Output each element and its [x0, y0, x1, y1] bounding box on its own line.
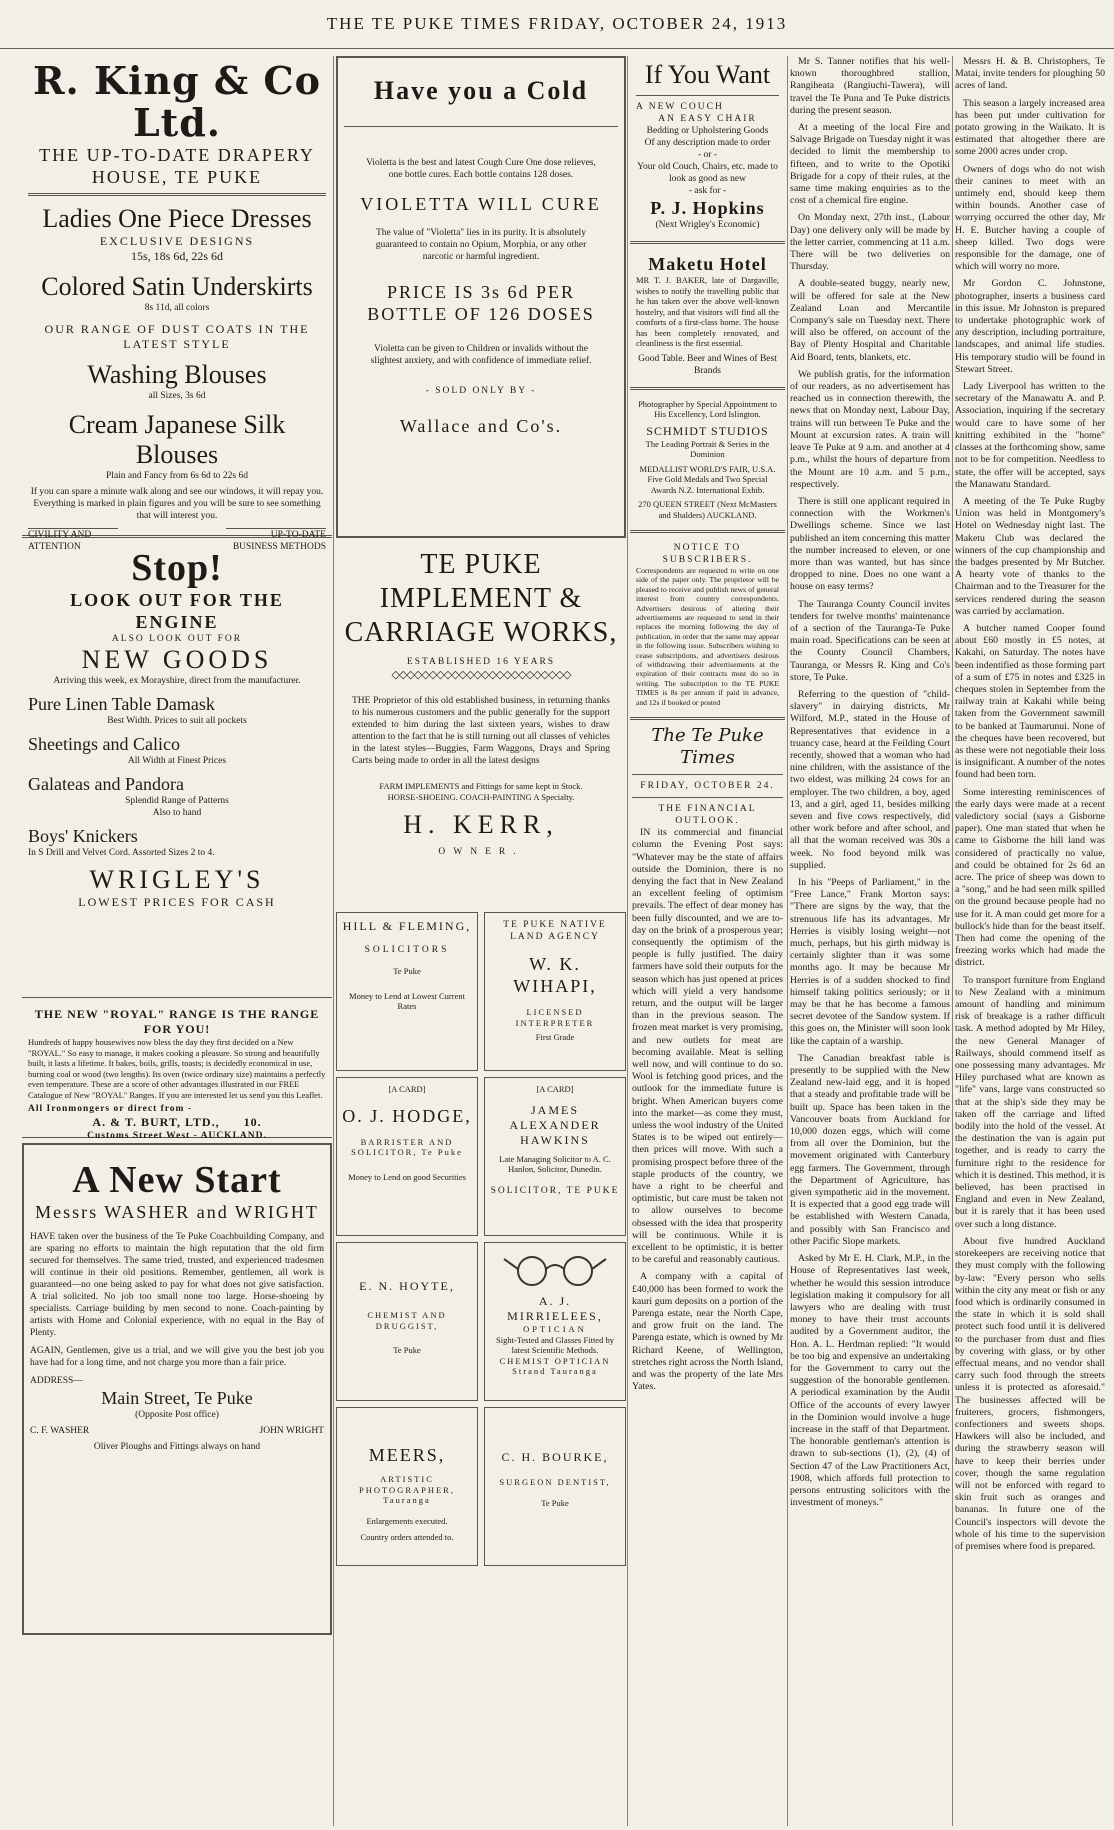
- card-note: CHEMIST OPTICIAN Strand Tauranga: [499, 1355, 611, 1376]
- card-top: [A CARD]: [536, 1084, 574, 1094]
- news-paragraph: A double-seated buggy, nearly new, will be offered for sale at the New Zealand Loan and Mercantile Company's sale on Tuesday next. There will also be offered, on account of the Bay of Plenty Hospital and Charitable Aid Board, tents, blankets, etc.: [790, 278, 950, 363]
- news-paragraph: A butcher named Cooper found about £60 mostly in £5 notes, at Kakahi, on Saturday. The notes have been indentified as those forming part of a sum of £75 in notes and £325 in cheques stolen in September from the railway train at Kakahi while being taken from the Government sawmill to be banked at Taumarunui. None of the cheques have been recovered, but as these were not negotiable their loss is insignificant. A number of the notes found had been torn.: [955, 622, 1105, 781]
- paper-date: FRIDAY, OCTOBER 24.: [640, 781, 775, 792]
- range-headline: THE NEW "ROYAL" RANGE IS THE RANGE FOR YOU!: [34, 1007, 320, 1036]
- column-rule: [952, 56, 953, 1826]
- column-2: [336, 56, 626, 1826]
- newstart-name1: C. F. WASHER: [30, 1426, 90, 1436]
- card-place: Te Puke: [393, 966, 421, 976]
- king-right-tag: UP-TO-DATE BUSINESS METHODS: [226, 528, 326, 553]
- card-role: CHEMIST AND DRUGGIST,: [367, 1310, 447, 1331]
- king-item4: Washing Blouses: [87, 360, 267, 389]
- implement-title: TE PUKE IMPLEMENT & CARRIAGE WORKS,: [344, 549, 618, 648]
- wrigley-name: WRIGLEY'S: [89, 865, 265, 894]
- news-paragraph: Referring to the question of "child-slavery" in dairying districts, Mr Wilford, M.P., stated in the House of Representatives that evidence in a truancy case, heard at the Feilding Court recently, showed that a woman who had nine children, with the assistance of the two eldest, was milking 24 cows for an employer. The two children, a boy, aged 13, and a girl, aged 11, besides milking seven and five cows respectively, did other work before and after school, and all that the woman received was 30s a week. No food beyond milk was supplied.: [790, 688, 950, 871]
- card-hodge: [336, 1077, 478, 1236]
- hotel-title: Maketu Hotel: [648, 254, 767, 274]
- column-1: [22, 56, 332, 1826]
- paper-section: THE FINANCIAL OUTLOOK.: [658, 804, 757, 827]
- schmidt-medal: MEDALLIST WORLD'S FAIR, U.S.A. Five Gold Medals and Two Special Awards N.Z. International Exhib.: [639, 463, 776, 495]
- news-paragraph: Mr S. Tanner notifies that his well-known thoroughbred stallion, Rangiheata (Rangiuchi-Tawera), will travel the Te Puna and Te Puke districts during the present season.: [790, 56, 950, 116]
- want-or: - or -: [698, 150, 717, 160]
- card-meers: [336, 1407, 478, 1566]
- card-role: ARTISTIC PHOTOGRAPHER, Tauranga: [359, 1474, 455, 1505]
- want-line1: A NEW COUCH: [636, 102, 724, 112]
- cold-slogan: VIOLETTA WILL CURE: [360, 194, 602, 214]
- schmidt-address: 270 QUEEN STREET (Next McMasters and Shalders) AUCKLAND.: [638, 499, 777, 520]
- news-paragraph: In his "Peeps of Parliament," in the "Free Lance," Frank Morton says: "There are signs by the way, that the strenuous life has its advantages. Mr Herries is visibly losing weight—not much, perhaps, but his girth midway is certainly slighter than it was some months ago. It may be because Mr Herries is of a sudden shocked to find himself taking politics seriously; or it may be that he has become a famous secret devotee of the Sandow system. If this goes on, the Minister will soon look like the captain of a warship.: [790, 877, 950, 1047]
- card-note: Money to Lend at Lowest Current Rates: [349, 990, 465, 1011]
- implement-owner: H. KERR,: [403, 810, 559, 839]
- range-number: 10.: [243, 1115, 262, 1129]
- newstart-again: AGAIN, Gentlemen, give us a trial, and we will give you the best job you have had for a long time, and not charge you more than a fair price.: [30, 1346, 324, 1368]
- card-hoyte: [336, 1242, 478, 1401]
- newstart-footer: Oliver Ploughs and Fittings always on hand: [93, 1442, 261, 1452]
- cold-price: PRICE IS 3s 6d PER BOTTLE OF 126 DOSES: [367, 282, 595, 324]
- card-role: SURGEON DENTIST,: [499, 1477, 611, 1487]
- want-line4: Of any description made to order: [644, 138, 771, 148]
- notice-title: NOTICE TO SUBSCRIBERS.: [662, 543, 753, 565]
- card-note: SOLICITOR, TE PUKE: [490, 1185, 620, 1196]
- card-role: SOLICITORS: [364, 945, 450, 955]
- news-paragraph: Owners of dogs who do not wish their canines to meet with an untimely end, should keep them within bounds. Another case of worrying occurred the other day, Mr H. E. Butcher having a couple of sheep killed. Two dogs were responsible for the damage, one of which will worry no more.: [955, 163, 1105, 273]
- news-paragraph: Messrs H. & B. Christophers, Te Matai, invite tenders for ploughing 50 acres of land.: [955, 56, 1105, 92]
- hotel-body: MR T. J. BAKER, late of Dargaville, wishes to notify the travelling public that he has taken over the above well-known hostelry, and that visitors will find all the comforts of a first-class home. The house has been completely renovated, and cleanliness is the first essential.: [636, 275, 779, 348]
- king-item3: OUR RANGE OF DUST COATS IN THE LATEST STYLE: [44, 322, 310, 351]
- news-paragraph: Mr Gordon C. Johnstone, photographer, inserts a business card in this issue. Mr Johnston is prepared to undertake photographic work of any description, including portraiture, landscapes, and animal life studies. His temporary studio will be found in Stewart Street.: [955, 278, 1105, 375]
- news-paragraph: Asked by Mr E. H. Clark, M.P., in the House of Representatives last week, whether he would this session introduce legislation making it compulsory for all lawyers who are dealing with trust money to have their trust accounts audited by a Government auditor, the Hon. A. L. Herdman replied: "It would be too big and expensive an undertaking for the Government to carry out the suggestion of the honorable gentlemen. A periodical examination by the Audit Office of the accounts of every lawyer in the Dominion would involve a huge increase in the staff of that Department. The honorable gentleman's attention is drawn to sub-sections (1), (2), (4) of Section 47 of the Law Practitioners Act, 1908, which affords full protection to persons entrusting solicitors with the investment of moneys.": [790, 1253, 950, 1509]
- king-note: If you can spare a minute walk along and see our windows, it will repay you. Everything is marked in plain figures and you will be sure to see something that will interest you.: [30, 487, 324, 521]
- card-top: E. N. HOYTE,: [359, 1279, 455, 1293]
- card-grid: [336, 912, 626, 1566]
- paper-body2: A company with a capital of £40,000 has been formed to work the kauri gum deposits on a portion of the Parenga estate, near the North Cape, and grow fruit on the land. The Parenga estate, which is owned by Mr Richard Keene, of Wellington, stretches right across the North Island, and was the property of the late Mrs Yates.: [632, 1271, 783, 1393]
- notice-body: Correspondents are requested to write on one side of the paper only. The proprietor will be pleased to receive and publish news of general interest from country correspondents. Advertisers desirous of altering their advertisements are requested to send in their replaces the morning following the day of publication, in order that the same may appear in the following issue. Subscribers wishing to cease subscriptions, and advertisers desirous of withdrawing their advertisements at the expiration of their contracts must do so in writing. The subscription to the TE PUKE TIMES is 8s per annum if paid in advance, and 12s if booked or posted: [636, 566, 779, 707]
- king-ad: [22, 56, 332, 552]
- card-place: Te Puke: [393, 1345, 421, 1355]
- wrigley-arriving: Arriving this week, ex Morayshire, direct from the manufacturer.: [53, 676, 301, 686]
- king-item2: Colored Satin Underskirts: [41, 272, 313, 301]
- news-paragraph: At a meeting of the local Fire and Salvage Brigade on Tuesday night it was decided to limit the membership to fifteen, and to write to the Opotiki Brigade for a copy of their rules, at the same time making enquiries as to the cost of a chemical fire engine.: [790, 122, 951, 207]
- wrigley-l4-sub: In S Drill and Velvet Cord. Assorted Sizes 2 to 4.: [28, 848, 215, 858]
- schmidt-name: SCHMIDT STUDIOS: [646, 423, 769, 438]
- king-item1-sub: EXCLUSIVE DESIGNS: [99, 234, 255, 248]
- card-place: BARRISTER AND SOLICITOR, Te Puke: [351, 1136, 463, 1157]
- news-paragraph: A meeting of the Te Puke Rugby Union was held in Montgomery's Hotel on Wednesday night last. The Maketu Club was declared the winners of the cup championship and the badges presented by Mr Butcher. A hearty vote of thanks to the Chairman and to the Treasurer for the services rendered during the season was carried by acclamation.: [955, 495, 1105, 617]
- king-left-tag: CIVILITY AND ATTENTION: [28, 528, 118, 553]
- news-paragraph: Some interesting reminiscences of the early days were made at a recent valedictory social (says a Gisborne paper). One man stated that when he came to Gisborne the hill land was considered of practically no value, and could be obtained for 2s 6d an acre. The price of sheep was down to a "song," and he had seen milk spilled on the ground because people had no use for it. A man could get more for a bullock's hide than for the beast itself. Then had come the opening of the freezing works which had made the district.: [955, 786, 1105, 969]
- card-place: Sight-Tested and Glasses Fitted by latest Scientific Methods.: [496, 1334, 614, 1355]
- card-place: Late Managing Solicitor to A. C. Hanlon, Solicitor, Dunedin.: [499, 1153, 611, 1174]
- range-ad: [22, 1003, 332, 1141]
- news-paragraph: The Tauranga County Council invites tenders for twelve months' maintenance of a section of the Tauranga-Te Puke main road. Specifications can be seen at the County Council Chambers, Tauranga, or Messrs R. King and Co's store, Te Puke.: [790, 598, 950, 683]
- newstart-opposite: (Opposite Post office): [135, 1410, 219, 1420]
- king-name: R. King & Co Ltd.: [32, 58, 322, 145]
- wrigley-also: ALSO LOOK OUT FOR: [111, 634, 243, 644]
- card-top: TE PUKE NATIVE LAND AGENCY: [503, 920, 607, 942]
- card-note: Country orders attended to.: [360, 1532, 454, 1542]
- hotel-table: Good Table. Beer and Wines of Best Brands: [638, 353, 777, 376]
- news-paragraph: The Canadian breakfast table is presently to be supplied with the New Zealand new-laid egg, and it is hoped that a steady and profitable trade will be built up. Space has been taken in the Vancouver boats from Auckland for 10,000 dozen eggs, which will come from all over the Dominion, but the movement originated with Canterbury egg farmers. The Government, through the Department of Agriculture, has given sympathetic aid in the movement. It is expected that a good egg trade will be established with Western Canada, and possibly with San Francisco and other Pacific Slope markets.: [790, 1052, 950, 1247]
- range-dealers: All Ironmongers or direct from -: [28, 1104, 193, 1114]
- card-top: C. H. BOURKE,: [501, 1450, 609, 1464]
- implement-implements: FARM IMPLEMENTS and Fittings for same kept in Stock. HORSE-SHOEING. COACH-PAINTING A Specialty.: [379, 781, 583, 802]
- implement-est: ESTABLISHED 16 YEARS: [406, 657, 556, 667]
- cold-intro: Violetta is the best and latest Cough Cure One dose relieves, one bottle cures. Each bottle contains 128 doses.: [366, 158, 596, 180]
- wrigley-l1: Pure Linen Table Damask: [28, 694, 215, 714]
- want-title: If You Want: [644, 60, 771, 89]
- card-top: HILL & FLEMING,: [342, 919, 472, 933]
- schmidt-appt: Photographer by Special Appointment to His Excellency, Lord Islington.: [638, 398, 777, 419]
- king-item4-sub: all Sizes, 3s 6d: [148, 391, 206, 401]
- notice-block: [630, 538, 785, 711]
- wrigley-l3-sub: Splendid Range of Patterns: [125, 796, 229, 806]
- card-role: W. K. WIHAPI,: [513, 954, 597, 996]
- wrigley-new-goods: NEW GOODS: [81, 645, 273, 674]
- paper-body: IN its commercial and financial column the Evening Post says: "Whatever may be the state of affairs outside the Dominion, there is no denying the fact that in New Zealand an excellent feeling of optimism prevails. The effect of dear money has been fully discounted, and we are to-day on the brink of a prosperous year; consequently the optimism of the people is fully justified. The dairy farmers have sold their outputs for the season which has just opened at prices which will yield a very handsome return, and the output will be larger than in the previous season. The frozen meat market is very promising, and new outlets for meat are becoming available. Meat is selling well now, and will continue to do so. Wool is fetching good prices, and the outlook for the immediate future is bright. When American buyers come into the market—as come they must, unless the wool industry of the United States is to be wiped out entirely—then prices will move. With such a promising prospect before three of the staple products of the country, we have a right to be cheerful and optimistic, but care must be taken not to allow ourselves to become obsessed with the idea that prosperity will be continuous. While it is excellent to be optimistic, it is better to be careful and reasonably cautious.: [632, 827, 783, 1266]
- card-note: Money to Lend on good Securities: [348, 1171, 466, 1182]
- card-top: MEERS,: [368, 1445, 446, 1465]
- card-note: First Grade: [535, 1032, 575, 1042]
- wrigley-ad: [22, 543, 332, 991]
- card-place: Enlargements executed.: [366, 1515, 448, 1526]
- newstart-body: HAVE taken over the business of the Te Puke Coachbuilding Company, and are sparing no efforts to maintain the high reputation that the old firm secured for themselves. The same tried, trusted, and experienced tradesmen will continue in their old positions. Remember, gentlemen, all work is guaranteed—no one being asked to pay for what does not give satisfaction. A trial solicited. No job too small none too large. Horse-shoeing by specialists. Carriage building by men second to none. Coach-painting by artists with Home and Colonial experience, with no equal in the Bay of Plenty.: [30, 1232, 324, 1338]
- card-top: [A CARD]: [388, 1084, 426, 1094]
- news-paragraph: To transport furniture from England to New Zealand with a minimum amount of handling and minimum risk of breakage is a rather difficult task. A method adopted by Mr Hiley, the new General Manager of Railways, should commend itself as one possessing many advantages. Mr Hiley purchased what are known as "life" vans, large vans constructed so that at the ship's side they may be taken off the carriage and lifted bodily into the hold of the vessel. At the destination the van is again put together, and is ready to carry the furniture right to the residence for which it is destined. This method, it is believed, has been practised in England and even in New Zealand, but it is rarely that it has been used over such a long distance.: [955, 974, 1105, 1230]
- card-wihapi: [484, 912, 626, 1071]
- want-ad: [630, 56, 785, 235]
- wrigley-l3: Galateas and Pandora: [28, 774, 184, 794]
- column-5: [955, 56, 1105, 1826]
- card-place: Te Puke: [541, 1497, 569, 1508]
- range-firm: A. & T. BURT, LTD.,: [92, 1115, 220, 1129]
- news-paragraph: There is still one applicant required in connection with the Workmen's Dwellings scheme. Since we last published an item concerning this matter the number increased to eleven, or one more than was wanted, but has since dropped to nine. Does no one want a house on easy terms?: [790, 495, 950, 593]
- card-top: A. J. MIRRIELEES,: [507, 1294, 603, 1323]
- king-item1: Ladies One Piece Dresses: [42, 204, 312, 233]
- card-hill-fleming: [336, 912, 478, 1071]
- wrigley-l3-sub2: Also to hand: [152, 808, 202, 818]
- implement-owner-label: OWNER.: [438, 847, 524, 857]
- spectacles-icon: [500, 1249, 610, 1289]
- wrigley-stop: Stop!: [131, 547, 223, 589]
- card-bourke: [484, 1407, 626, 1566]
- implement-ad: [336, 544, 626, 892]
- card-role: O. J. HODGE,: [342, 1105, 472, 1126]
- want-name: P. J. Hopkins: [650, 198, 765, 218]
- newstart-name2: JOHN WRIGHT: [259, 1426, 324, 1436]
- newstart-firm: Messrs WASHER and WRIGHT: [35, 1202, 319, 1222]
- card-place: LICENSED INTERPRETER: [515, 1007, 595, 1028]
- want-ask: - ask for -: [688, 186, 727, 196]
- schmidt-ad: [630, 395, 785, 525]
- cold-headline: Have you a Cold: [373, 76, 589, 105]
- card-mirrielees: [484, 1242, 626, 1401]
- news-paragraph: On Monday next, 27th inst., (Labour Day) one delivery only will be made by the letter carrier, commencing at 11 a.m. There will be two deliveries on Thursday.: [790, 212, 950, 273]
- cold-seller: Wallace and Co's.: [399, 416, 563, 436]
- news-paragraph: About five hundred Auckland storekeepers are receiving notice that they must comply with the following by-law: "Every person who sells within the city any meat or fish or any food which is ordinarily consumed in the state in which it is sold shall protect such food until it is delivered to the purchaser from dust and flies by covering with glass, or by other effectual means, and no vendor shall carry such food through the streets unless it is protected as aforesaid." The businesses affected will be fruiterers, grocers, fishmongers, confectioners and sweets shops. Hawkers will also be included, and during the strawberry season will have to keep their berries under cover, though the same regulation will not be enforced with regard to skin fruit such as oranges and bananas. In future one of the Council's inspectors will devote the whole of his time to the supervision of premises where food is prepared.: [955, 1235, 1105, 1552]
- want-line2: AN EASY CHAIR: [658, 114, 757, 124]
- cold-ad: [336, 56, 626, 538]
- want-line3: Bedding or Upholstering Goods: [646, 126, 769, 136]
- wrigley-look: LOOK OUT FOR THE ENGINE: [70, 590, 284, 632]
- hotel-ad: [630, 249, 785, 381]
- wrigley-l4: Boys' Knickers: [28, 826, 138, 846]
- column-4: [790, 56, 950, 1826]
- newstart-ad: [22, 1143, 332, 1635]
- wrigley-l1-sub: Best Width. Prices to suit all pockets: [107, 716, 247, 726]
- schmidt-lead: The Leading Portrait & Series in the Dominion: [645, 438, 770, 459]
- card-role: JAMES ALEXANDER HAWKINS: [509, 1102, 601, 1147]
- masthead: THE TE PUKE TIMES FRIDAY, OCTOBER 24, 1913: [0, 0, 1114, 49]
- want-next: (Next Wrigley's Economic): [655, 220, 760, 230]
- news-paragraph: We publish gratis, for the information of our readers, as no advertisement has reached us in connection therewith, the news that on Monday next, Labour Day, trains will run between Te Puke and the Mount at excursion rates. A train will leave Te Puke at 9 a.m. and another at 4 p.m., whilst the hours of departure from the Mount are 10 a.m. and 5 p.m., respectively.: [790, 368, 950, 490]
- editorial: [630, 725, 785, 1393]
- newstart-address-label: ADDRESS—: [30, 1376, 83, 1386]
- king-item5-sub: Plain and Fancy from 6s 6d to 22s 6d: [106, 471, 248, 481]
- wrigley-l2: Sheetings and Calico: [28, 734, 180, 754]
- king-tagline: THE UP-TO-DATE DRAPERY HOUSE, TE PUKE: [39, 145, 315, 187]
- wrigley-slogan: LOWEST PRICES FOR CASH: [78, 895, 276, 909]
- card-role: OPTICIAN: [523, 1324, 587, 1334]
- column-rule: [333, 56, 334, 1826]
- newstart-address: Main Street, Te Puke: [101, 1388, 253, 1408]
- newstart-title: A New Start: [72, 1159, 282, 1201]
- cold-body: The value of "Violetta" lies in its purity. It is absolutely guaranteed to contain no Opium, Morphia, or any other narcotic or harmful ingredient.: [375, 228, 587, 262]
- card-hawkins: [484, 1077, 626, 1236]
- range-body: Hundreds of happy housewives now bless the day they first decided on a New "ROYAL." So easy to manage, it makes cooking a pleasure. So strong and beautifully built, it lasts a lifetime. It bakes, boils, grills, toasts; is decidedly economical in use, burning coal or wood (two lengths). Its oven (twice ordinary size) maintains a perfectly even temperature. These are a score of other advantages illustrated in our FREE Catalogue of New "ROYAL" Ranges. If you are interested let us send you this Leaflet.: [28, 1037, 326, 1100]
- cold-sold: - SOLD ONLY BY -: [425, 386, 537, 396]
- paper-name: The Te Puke Times: [651, 725, 764, 769]
- news-paragraph: This season a largely increased area has been put under cultivation for potato growing in the Waikato. It is estimated that altogether there are some 2000 acres under crop.: [955, 97, 1105, 158]
- wrigley-l2-sub: All Width at Finest Prices: [127, 756, 227, 766]
- column-rule: [627, 56, 628, 1826]
- implement-body: THE Proprietor of this old established business, in returning thanks to his numerous customers and the public generally for the support extended to him during the last sixteen years, wishes to draw attention to the fact that he is still turning out all classes of vehicles in the latest styles—Buggies, Farm Waggons, Drays and Spring Carts being made to order in all the latest designs: [352, 696, 610, 766]
- king-item2-sub: 8s 11d, all colors: [144, 303, 210, 313]
- king-item5: Cream Japanese Silk Blouses: [68, 410, 286, 469]
- column-3: [630, 56, 785, 1826]
- cold-children: Violetta can be given to Children or invalids without the slightest anxiety, and with confidence of immediate relief.: [370, 344, 592, 366]
- column-rule: [787, 56, 788, 1826]
- want-line5: Your old Couch, Chairs, etc. made to look as good as new: [637, 162, 778, 184]
- ornament-rule: ◇◇◇◇◇◇◇◇◇◇◇◇◇◇◇◇◇◇◇◇◇◇◇◇: [391, 669, 571, 681]
- range-street: Customs Street West - AUCKLAND.: [87, 1131, 267, 1141]
- king-item1-prices: 15s, 18s 6d, 22s 6d: [130, 249, 223, 263]
- news-paragraph: Lady Liverpool has written to the secretary of the Manawatu A. and P. Association, inquiring if the secretary would care to have some of her knitting exhibited in the "home" classes at the forthcoming show, same not to be for competition. Needless to state, the offer will be accepted, says the Manawatu Standard.: [955, 381, 1105, 490]
